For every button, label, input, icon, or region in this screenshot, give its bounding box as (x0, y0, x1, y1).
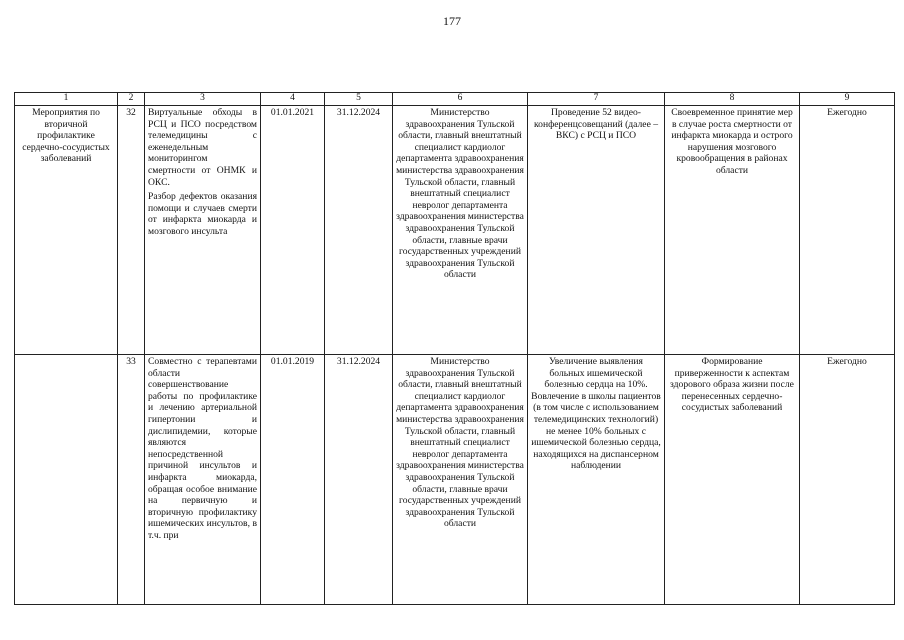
description-cell (145, 106, 261, 355)
start-date-cell: 01.01.2021 (261, 106, 325, 355)
header-row (15, 93, 895, 106)
page-number: 177 (443, 14, 461, 28)
period-cell: Ежегодно (800, 106, 895, 355)
description-text: Разбор дефектов оказания помощи и случаев смерти от инфаркта миокарда и мозгового инсульта (148, 191, 257, 237)
column-header: 9 (800, 93, 895, 106)
measures-table (14, 92, 895, 605)
column-header: 3 (145, 93, 261, 106)
description-text: Совместно с терапевтами области совершенствование работы по профилактике и лечению артериальной гипертонии и дислипидемии, которые являются непосредственной причиной инсультов и инфаркта миокарда, обращая особое внимание на первичную и вторичную профилактику ишемических инсультов, в т.ч. при (148, 356, 257, 541)
start-date-cell: 01.01.2019 (261, 355, 325, 605)
row-number-cell: 32 (118, 106, 145, 355)
result-cell: Проведение 52 видео-конференцсовещаний (далее – ВКС) с РСЦ и ПСО (528, 106, 665, 355)
end-date-cell: 31.12.2024 (325, 355, 393, 605)
column-header: 6 (393, 93, 528, 106)
column-header: 7 (528, 93, 665, 106)
description-text: Виртуальные обходы в РСЦ и ПСО посредством телемедицины с еженедельным мониторингом смертности от ОНМК и ОКС. (148, 107, 257, 188)
section-title-cell: Мероприятия по вторичной профилактике сердечно-сосудистых заболеваний (15, 106, 118, 355)
description-cell (145, 355, 261, 605)
column-header: 8 (665, 93, 800, 106)
table-row (15, 355, 895, 605)
responsible-cell: Министерство здравоохранения Тульской области, главный внештатный специалист кардиолог департамента здравоохранения министерства здравоохранения Тульской области, главный внештатный специалист невролог департамента здравоохранения министерства здравоохранения Тульской области, главные врачи государственных учреждений здравоохранения Тульской области (393, 106, 528, 355)
row-number-cell: 33 (118, 355, 145, 605)
result-cell: Увеличение выявления больных ишемической болезнью сердца на 10%. Вовлечение в школы пациентов (в том числе с использованием телемедицинских технологий) не менее 10% больных с ишемической болезнью сердца, находящихся на диспансерном наблюдении (528, 355, 665, 605)
column-header: 2 (118, 93, 145, 106)
effect-cell: Формирование приверженности к аспектам здорового образа жизни после перенесенных сердечно-сосудистых заболеваний (665, 355, 800, 605)
period-cell: Ежегодно (800, 355, 895, 605)
column-header: 5 (325, 93, 393, 106)
column-header: 4 (261, 93, 325, 106)
table-row (15, 106, 895, 355)
responsible-cell: Министерство здравоохранения Тульской области, главный внештатный специалист кардиолог департамента здравоохранения министерства здравоохранения Тульской области, главный внештатный специалист невролог департамента здравоохранения министерства здравоохранения Тульской области, главные врачи государственных учреждений здравоохранения Тульской области (393, 355, 528, 605)
section-title-cell (15, 355, 118, 605)
end-date-cell: 31.12.2024 (325, 106, 393, 355)
column-header: 1 (15, 93, 118, 106)
effect-cell: Своевременное принятие мер в случае роста смертности от инфаркта миокарда и острого нарушения мозгового кровообращения в районах области (665, 106, 800, 355)
